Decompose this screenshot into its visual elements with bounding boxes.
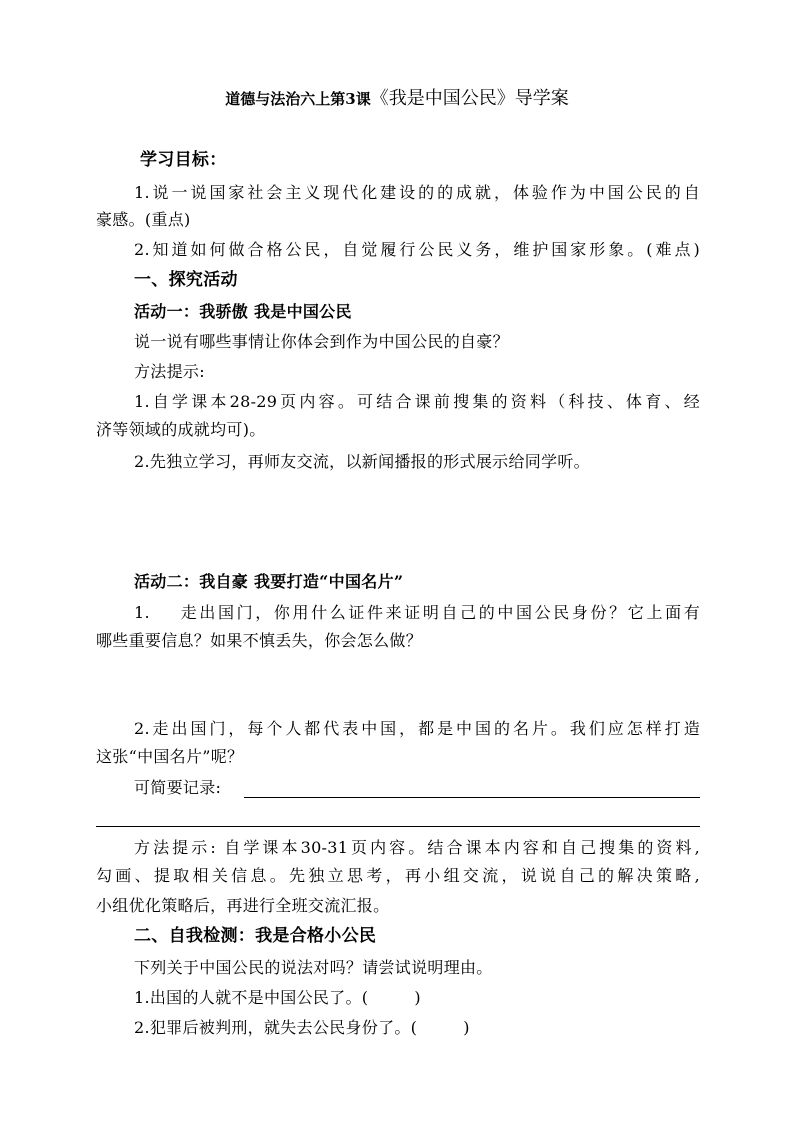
activity-2-question-2-line-1: 2.走出国门，每个人都代表中国，都是中国的名片。我们应怎样打造 — [134, 719, 700, 738]
answer-paren-close: ) — [463, 1018, 470, 1037]
activity-2-question-2-line-2: 这张“中国名片”呢？ — [96, 747, 244, 766]
activity-1-tip-1-line-2: 济等领域的成就均可)。 — [96, 420, 266, 439]
answer-paren-open: ( — [361, 988, 369, 1007]
record-label: 可简要记录: — [134, 778, 222, 797]
answer-paren-open: ( — [410, 1018, 418, 1037]
objective-1-line-1: 1.说一说国家社会主义现代化建设的的成就，体验作为中国公民的自 — [134, 183, 700, 202]
section-2-heading: 二、自我检测：我是合格小公民 — [134, 926, 377, 946]
activity-1-tips-label: 方法提示: — [134, 362, 205, 381]
question-1-text: 1.出国的人就不是中国公民了。 — [134, 988, 362, 1007]
activity-2-question-1-line-1: 1. 走出国门，你用什么证件来证明自己的中国公民身份？它上面有 — [134, 603, 700, 622]
page-title — [0, 88, 794, 110]
activity-2-tips-line-2: 勾画、提取相关信息。先独立思考，再小组交流，说说自己的解决策略, — [96, 866, 700, 885]
record-answer-line-1[interactable] — [244, 797, 700, 798]
activity-2-tips-line-1: 方法提示: 自学课本30-31页内容。结合课本内容和自己搜集的资料, — [134, 838, 700, 857]
objective-1-line-2: 豪感。(重点) — [96, 210, 191, 229]
activity-2-tips-line-3: 小组优化策略后，再进行全班交流汇报。 — [96, 896, 390, 915]
section-1-heading: 一、探究活动 — [134, 270, 238, 290]
objectives-heading: 学习目标： — [140, 150, 227, 170]
activity-1-question: 说一说有哪些事情让你体会到作为中国公民的自豪？ — [134, 332, 509, 351]
self-check-question-2 — [134, 1018, 738, 1038]
self-check-prompt: 下列关于中国公民的说法对吗？请尝试说明理由。 — [134, 958, 493, 977]
activity-2-heading: 活动二：我自豪 我要打造“中国名片” — [134, 572, 404, 591]
activity-2-question-1-line-2: 哪些重要信息？如果不慎丢失，你会怎么做？ — [96, 631, 423, 650]
activity-1-tip-2: 2.先独立学习，再师友交流，以新闻播报的形式展示给同学听。 — [134, 452, 590, 471]
question-2-text: 2.犯罪后被判刑，就失去公民身份了。 — [134, 1018, 411, 1037]
record-answer-line-2[interactable] — [96, 826, 700, 827]
objective-2: 2.知道如何做合格公民，自觉履行公民义务，维护国家形象。(难点) — [134, 240, 700, 259]
title-prefix: 道德与法治六上第3课 — [225, 90, 371, 108]
answer-paren-close: ) — [414, 988, 421, 1007]
activity-1-tip-1-line-1: 1.自学课本28-29页内容。可结合课前搜集的资料（科技、体育、经 — [134, 392, 700, 411]
activity-1-heading: 活动一：我骄傲 我是中国公民 — [134, 302, 352, 321]
title-lesson: 《我是中国公民》导学案 — [370, 88, 569, 109]
self-check-question-1 — [134, 988, 738, 1008]
